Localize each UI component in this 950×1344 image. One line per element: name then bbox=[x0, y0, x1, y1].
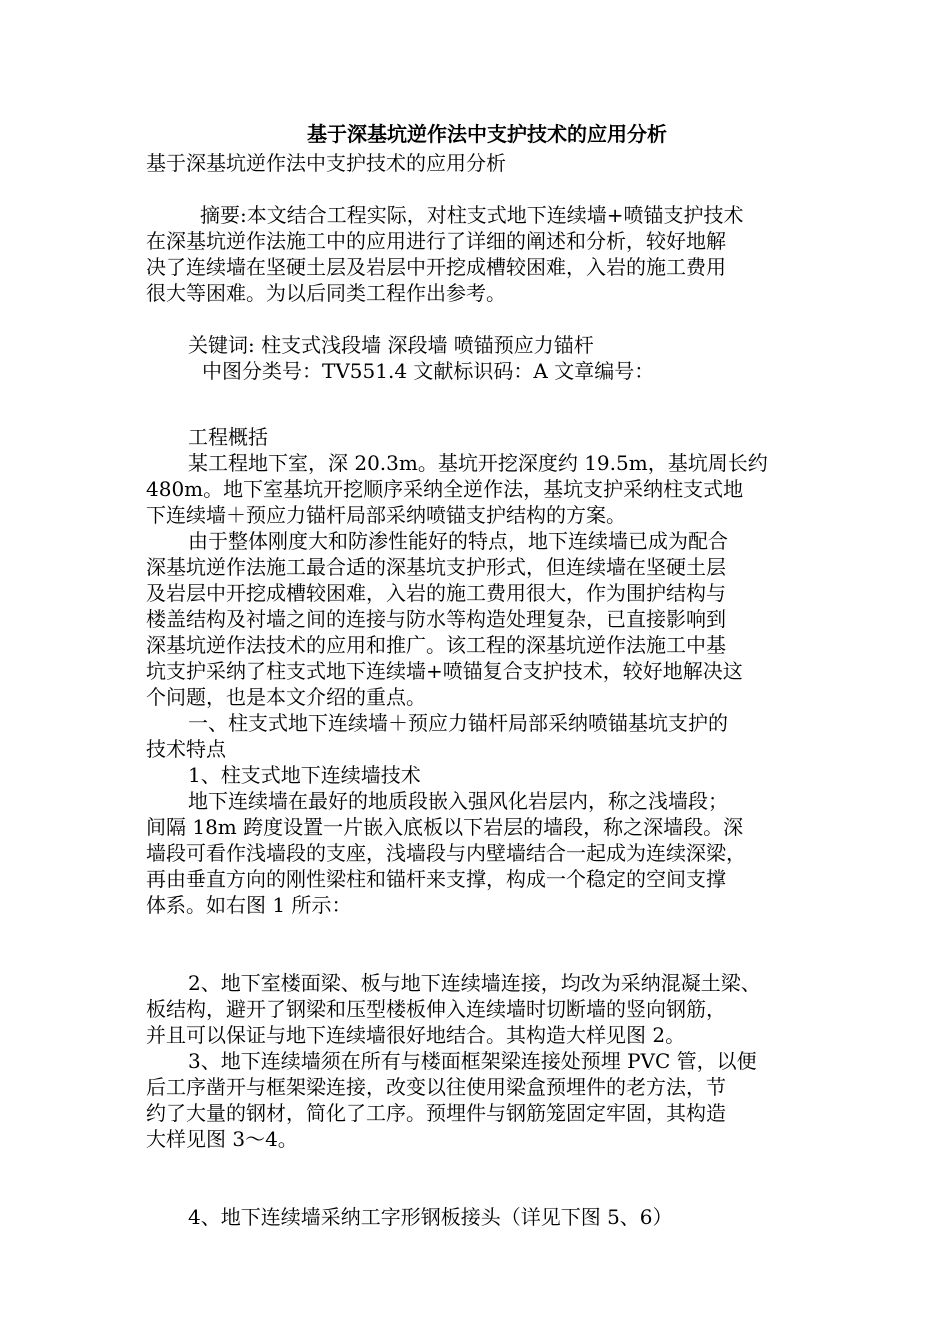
paragraph-6: 4、地下连续墙采纳工字形钢板接头（详见下图 5、6） bbox=[188, 1205, 673, 1229]
document-title: 基于深基坑逆作法中支护技术的应用分析 bbox=[307, 122, 667, 146]
abstract-line: 决了连续墙在坚硬土层及岩层中开挖成槽较困难，入岩的施工费用 bbox=[146, 255, 726, 279]
paragraph-line: 楼盖结构及衬墙之间的连接与防水等构造处理复杂，已直接影响到 bbox=[146, 607, 726, 631]
paragraph-2 bbox=[146, 528, 818, 710]
paragraph-line: 某工程地下室，深 20.3m。基坑开挖深度约 19.5m，基坑周长约 bbox=[188, 451, 768, 475]
paragraph-line: 技术特点 bbox=[146, 737, 226, 761]
paragraph-line: 个问题，也是本文介绍的重点。 bbox=[146, 685, 426, 709]
paragraph-5 bbox=[146, 1048, 818, 1152]
paragraph-line: 地下连续墙在最好的地质段嵌入强风化岩层内，称之浅墙段； bbox=[188, 789, 728, 813]
paragraph-line: 体系。如右图 1 所示： bbox=[146, 893, 352, 917]
keywords: 关键词: 柱支式浅段墙 深段墙 喷锚预应力锚杆 bbox=[188, 333, 594, 357]
paragraph-line: 墙段可看作浅墙段的支座，浅墙段与内壁墙结合一起成为连续深梁， bbox=[146, 841, 746, 865]
paragraph-line: 一、柱支式地下连续墙＋预应力锚杆局部采纳喷锚基坑支护的 bbox=[188, 711, 728, 735]
paragraph-line: 再由垂直方向的刚性梁柱和锚杆来支撑，构成一个稳定的空间支撑 bbox=[146, 867, 726, 891]
paragraph-line: 下连续墙＋预应力锚杆局部采纳喷锚支护结构的方案。 bbox=[146, 503, 626, 527]
paragraph-line: 深基坑逆作法施工最合适的深基坑支护形式，但连续墙在坚硬土层 bbox=[146, 555, 726, 579]
paragraph-line: 480m。地下室基坑开挖顺序采纳全逆作法，基坑支护采纳柱支式地 bbox=[146, 477, 744, 501]
classification: 中图分类号：TV551.4 文献标识码：A 文章编号： bbox=[202, 359, 655, 383]
paragraph-line: 深基坑逆作法技术的应用和推广。该工程的深基坑逆作法施工中基 bbox=[146, 633, 726, 657]
paragraph-line: 及岩层中开挖成槽较困难，入岩的施工费用很大，作为围护结构与 bbox=[146, 581, 726, 605]
abstract-line: 在深基坑逆作法施工中的应用进行了详细的阐述和分析，较好地解 bbox=[146, 229, 726, 253]
paragraph-line: 由于整体刚度大和防渗性能好的特点，地下连续墙已成为配合 bbox=[188, 529, 728, 553]
paragraph-line: 间隔 18m 跨度设置一片嵌入底板以下岩层的墙段，称之深墙段。深 bbox=[146, 815, 744, 839]
paragraph-line: 坑支护采纳了柱支式地下连续墙+喷锚复合支护技术，较好地解决这 bbox=[146, 659, 743, 683]
paragraph-3 bbox=[146, 788, 818, 918]
paragraph-line: 后工序凿开与框架梁连接，改变以往使用梁盒预埋件的老方法，节 bbox=[146, 1075, 726, 1099]
paragraph-line: 3、地下连续墙须在所有与楼面框架梁连接处预埋 PVC 管，以便 bbox=[188, 1049, 757, 1073]
paragraph-line: 板结构，避开了钢梁和压型楼板伸入连续墙时切断墙的竖向钢筋， bbox=[146, 997, 726, 1021]
paragraph-1 bbox=[146, 450, 818, 528]
abstract-line: 摘要:本文结合工程实际，对柱支式地下连续墙+喷锚支护技术 bbox=[200, 203, 744, 227]
abstract-line: 很大等困难。为以后同类工程作出参考。 bbox=[146, 281, 506, 305]
paragraph-line: 2、地下室楼面梁、板与地下连续墙连接，均改为采纳混凝土梁、 bbox=[188, 971, 761, 995]
paragraph-line: 大样见图 3～4。 bbox=[146, 1127, 298, 1151]
section-heading-1 bbox=[146, 710, 818, 762]
section-heading-overview: 工程概括 bbox=[188, 425, 268, 449]
document-page bbox=[146, 118, 818, 1230]
paragraph-line: 并且可以保证与地下连续墙很好地结合。其构造大样见图 2。 bbox=[146, 1023, 686, 1047]
subsection-heading-1: 1、柱支式地下连续墙技术 bbox=[188, 763, 421, 787]
document-subtitle: 基于深基坑逆作法中支护技术的应用分析 bbox=[146, 151, 506, 175]
paragraph-line: 约了大量的钢材，简化了工序。预埋件与钢筋笼固定牢固，其构造 bbox=[146, 1101, 726, 1125]
paragraph-4 bbox=[146, 970, 818, 1048]
abstract bbox=[146, 202, 818, 306]
